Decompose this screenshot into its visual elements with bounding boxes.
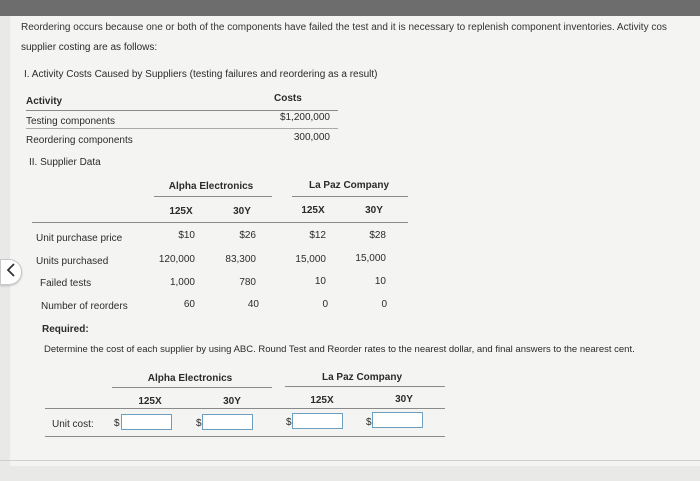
answer-col-lapaz-125x: 125X [310,395,334,406]
cell-failed-alpha-125x: 1,000 [169,277,195,288]
currency-symbol: $ [196,418,202,429]
cell-reorders-lapaz-125x: 0 [322,299,328,310]
cell-price-alpha-125x: $10 [178,230,195,241]
alpha-header-rule [154,196,272,197]
currency-symbol: $ [366,417,372,428]
activity-row-2-label: Reordering components [26,135,133,146]
cell-units-alpha-125x: 120,000 [158,254,195,265]
cell-price-alpha-30y: $26 [239,230,256,241]
answer-header-rule [45,408,445,409]
unit-cost-alpha-30y-input[interactable] [202,414,253,430]
header-rule [26,110,338,111]
answer-lapaz-rule [285,386,445,387]
answer-col-alpha-30y: 30Y [223,396,241,407]
cell-failed-lapaz-30y: 10 [374,276,386,287]
cell-units-lapaz-30y: 15,000 [355,253,386,264]
answer-supplier-alpha: Alpha Electronics [147,373,233,384]
supplier-alpha-header: Alpha Electronics [168,181,254,192]
row-label-failed-tests: Failed tests [40,278,92,289]
bottom-divider [0,460,700,461]
cell-reorders-alpha-125x: 60 [183,299,195,310]
row-rule [26,128,338,129]
cell-failed-lapaz-125x: 10 [314,276,326,287]
cell-reorders-lapaz-30y: 0 [381,299,387,310]
activity-row-1-label: Testing components [26,116,115,127]
answer-alpha-rule [112,387,272,388]
required-instruction: Determine the cost of each supplier by using ABC. Round Test and Reorder rates to the nearest dollar, and final answers to the nearest cent. [44,344,635,355]
data-header-rule [32,222,408,223]
cell-failed-alpha-30y: 780 [239,277,256,288]
activity-row-1-cost: $1,200,000 [279,112,330,123]
answer-col-lapaz-30y: 30Y [395,394,413,405]
answer-col-alpha-125x: 125X [138,396,162,407]
section-1-title: I. Activity Costs Caused by Suppliers (testing failures and reordering as a result) [24,69,378,80]
col-lapaz-30y: 30Y [365,205,383,216]
intro-line-1: Reordering occurs because one or both of the components have failed the test and it is necessary to replenish component inventories. Activity cos [21,22,667,33]
cell-reorders-alpha-30y: 40 [247,299,259,310]
cell-price-lapaz-30y: $28 [369,230,386,241]
costs-column-header: Costs [274,93,302,104]
intro-line-2: supplier costing are as follows: [21,42,158,53]
cell-units-alpha-30y: 83,300 [225,254,256,265]
cell-units-lapaz-125x: 15,000 [295,254,326,265]
row-label-units-purchased: Units purchased [36,256,109,267]
col-lapaz-125x: 125X [301,205,325,216]
section-2-title: II. Supplier Data [29,157,101,168]
problem-page [10,16,700,466]
row-label-unit-price: Unit purchase price [36,233,123,244]
supplier-lapaz-header: La Paz Company [308,180,390,191]
window-top-bar [0,0,700,16]
currency-symbol: $ [114,418,120,429]
row-label-reorders: Number of reorders [41,301,128,312]
required-heading: Required: [42,324,89,335]
answer-supplier-lapaz: La Paz Company [321,372,403,383]
answer-footer-rule [45,436,445,437]
col-alpha-125x: 125X [169,206,193,217]
currency-symbol: $ [286,417,292,428]
unit-cost-alpha-125x-input[interactable] [121,414,172,430]
unit-cost-lapaz-125x-input[interactable] [292,413,343,429]
col-alpha-30y: 30Y [233,206,251,217]
unit-cost-lapaz-30y-input[interactable] [372,412,423,428]
chevron-left-icon [6,263,16,282]
cell-price-lapaz-125x: $12 [309,230,326,241]
activity-column-header: Activity [26,96,63,107]
lapaz-header-rule [292,196,408,197]
activity-row-2-cost: 300,000 [293,132,330,143]
unit-cost-label: Unit cost: [52,419,94,430]
